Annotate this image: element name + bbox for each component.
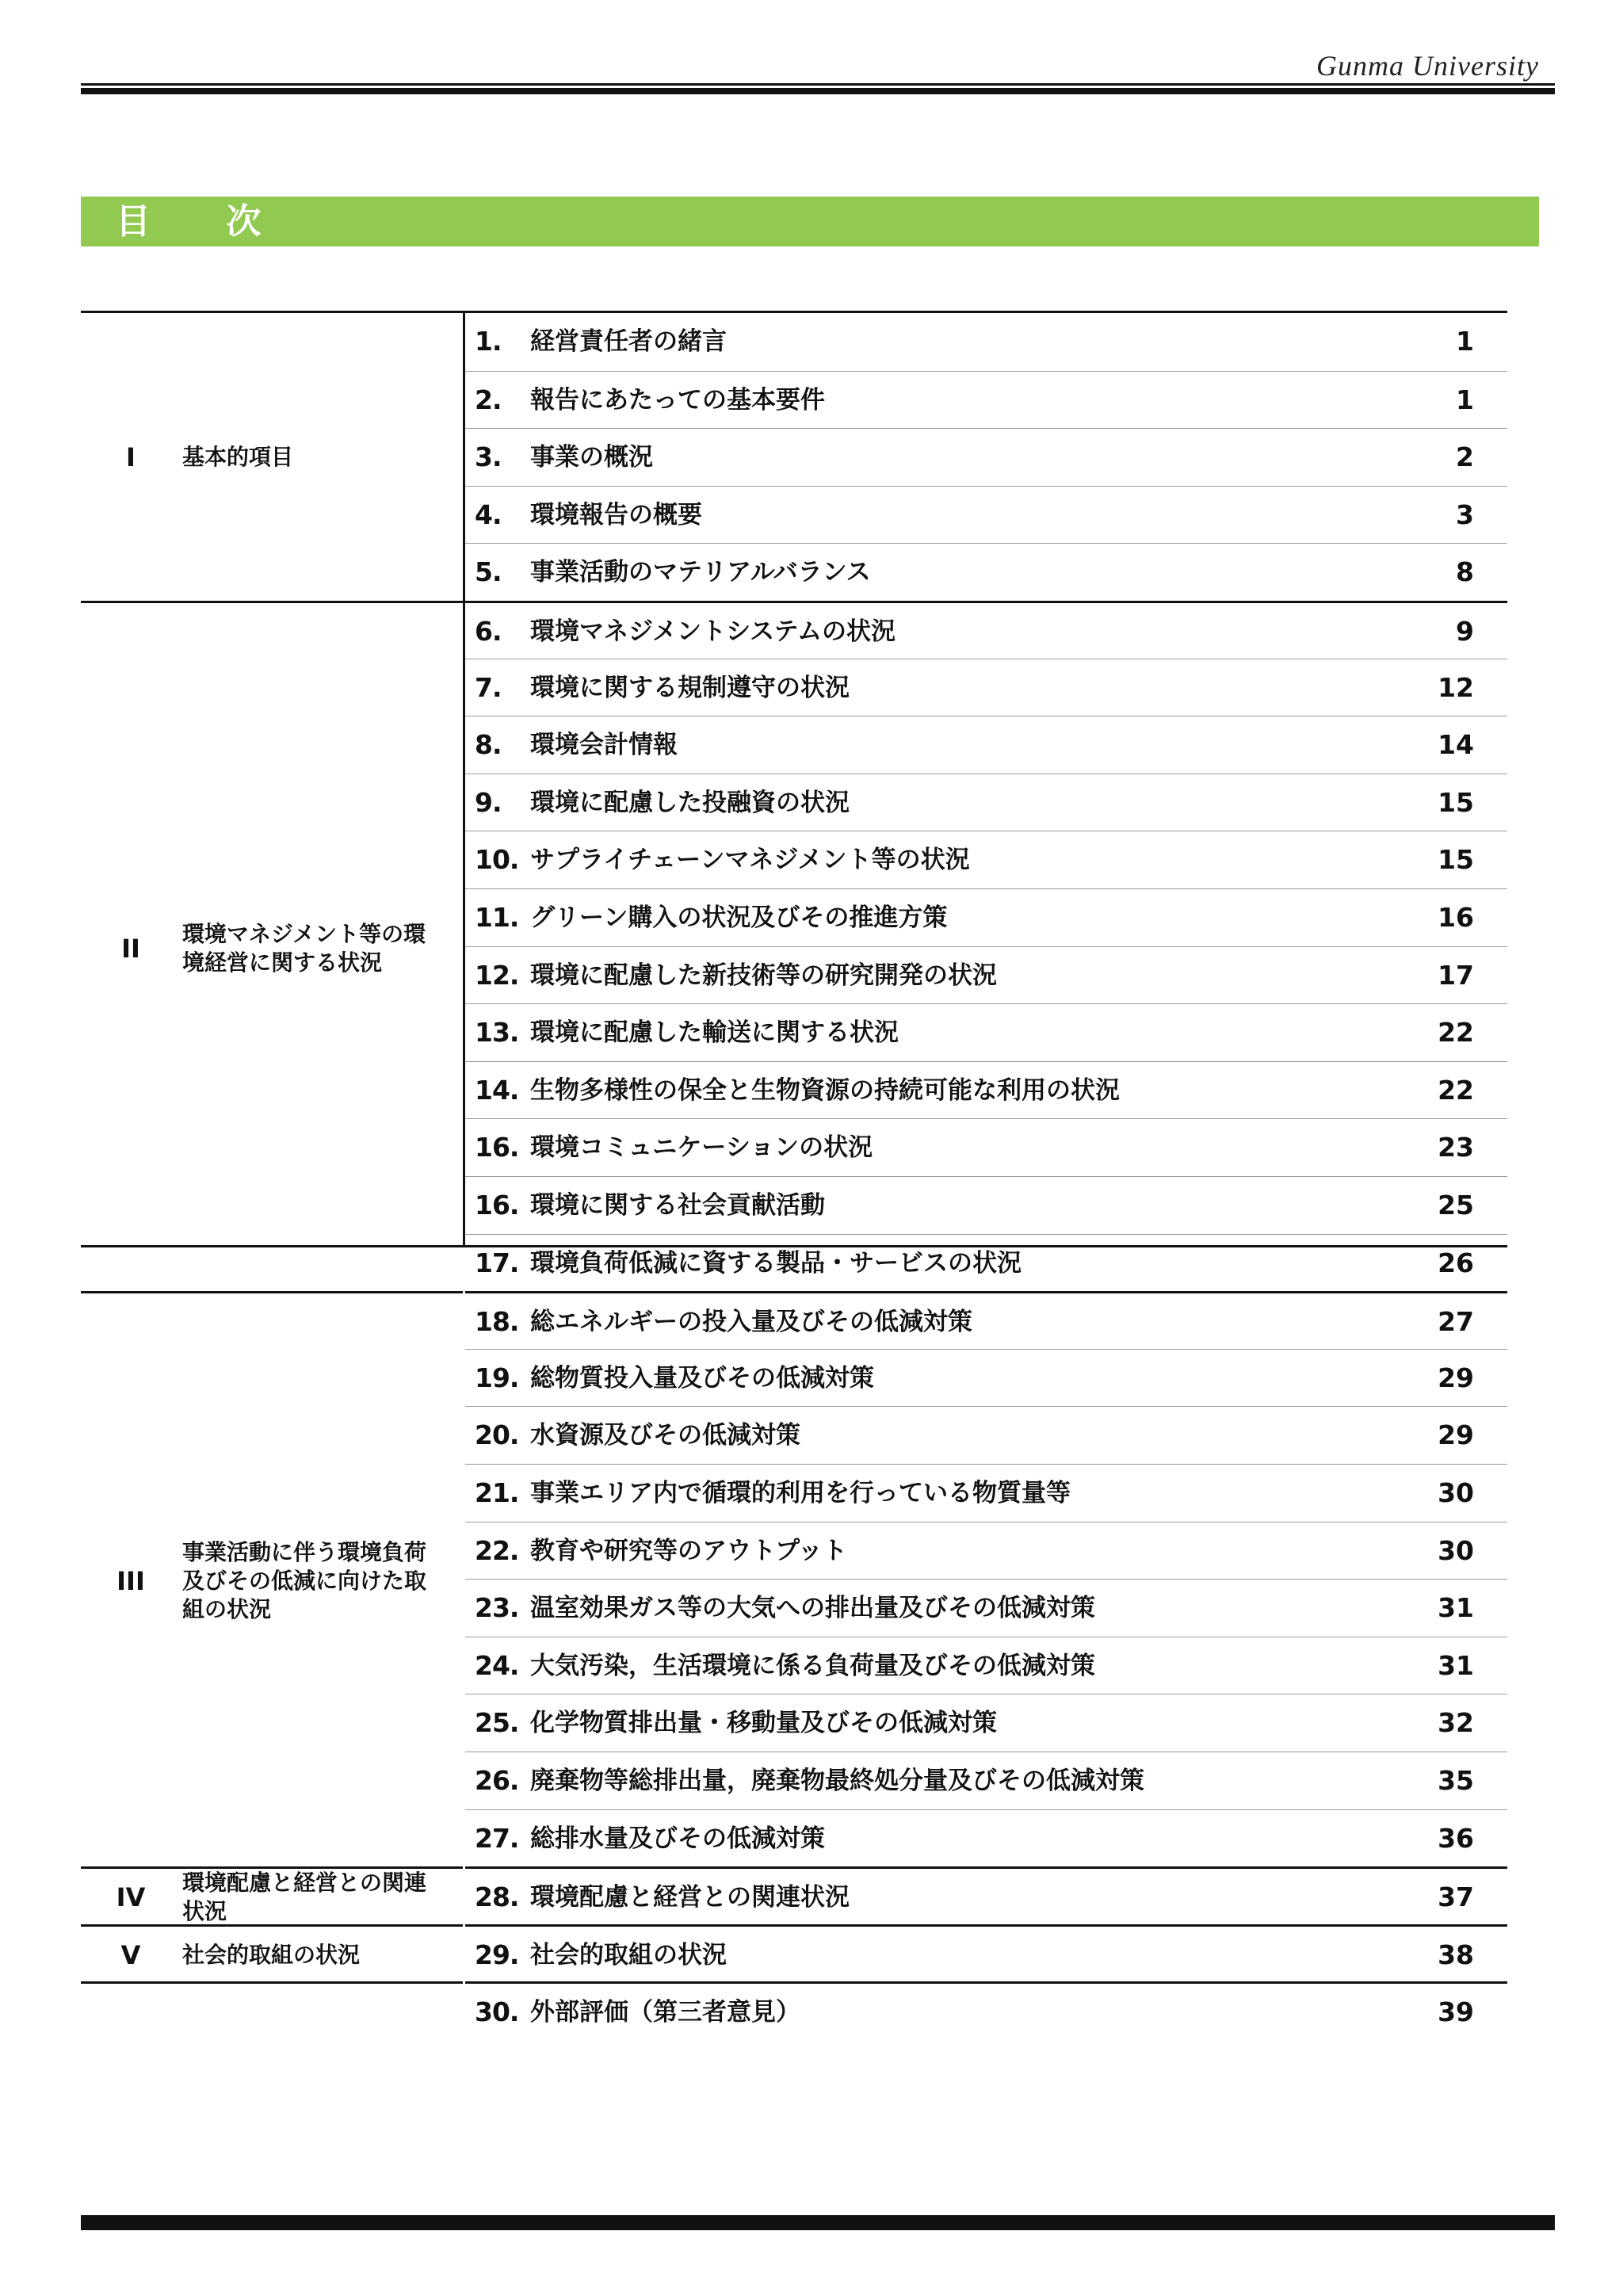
toc-section <box>81 313 463 601</box>
entry-page-number: 25 <box>1438 1190 1474 1221</box>
entry-title: 環境負荷低減に資する製品・サービスの状況 <box>530 1248 1022 1278</box>
entry-number: 27. <box>475 1822 519 1854</box>
entry-page-number: 2 <box>1456 441 1474 473</box>
entry-title: 水資源及びその低減対策 <box>530 1421 800 1450</box>
entry-page-number: 16 <box>1438 902 1474 933</box>
entry-page-number: 23 <box>1438 1132 1474 1163</box>
toc-entry[interactable] <box>465 1291 1507 1349</box>
entry-number: 26. <box>475 1765 519 1796</box>
entry-page-number: 27 <box>1438 1306 1474 1338</box>
entry-page-number: 22 <box>1438 1017 1474 1049</box>
entry-title: サプライチェーンマネジメント等の状況 <box>530 846 970 875</box>
entry-page-number: 3 <box>1456 499 1474 530</box>
toc-title: 目 次 <box>116 201 293 242</box>
entry-title: 総エネルギーの投入量及びその低減対策 <box>530 1308 972 1337</box>
entry-page-number: 39 <box>1438 1996 1474 2028</box>
toc-entry[interactable] <box>465 1003 1507 1061</box>
entry-title: 報告にあたっての基本要件 <box>530 385 825 415</box>
entry-title: 事業エリア内で循環的利用を行っている物質量等 <box>530 1479 1071 1507</box>
toc-entry[interactable] <box>465 1866 1507 1924</box>
entry-page-number: 15 <box>1438 844 1474 876</box>
entry-number: 17. <box>475 1247 519 1278</box>
entry-number: 3. <box>475 441 502 473</box>
entry-number: 20. <box>475 1419 519 1451</box>
toc-entry[interactable] <box>465 543 1507 601</box>
toc-entry[interactable] <box>465 601 1507 659</box>
entry-title: 環境報告の概要 <box>530 500 702 529</box>
toc-entry[interactable] <box>465 371 1507 429</box>
section-number: II <box>121 933 140 964</box>
toc-entry[interactable] <box>465 313 1507 371</box>
entry-title: 環境マネジメントシステムの状況 <box>530 617 896 646</box>
toc-entry[interactable] <box>465 1349 1507 1407</box>
toc-entry[interactable] <box>465 1924 1507 1982</box>
entry-page-number: 31 <box>1438 1592 1474 1624</box>
toc-entry[interactable] <box>465 1637 1507 1694</box>
header-brand: Gunma University <box>1316 50 1539 82</box>
entry-title: グリーン購入の状況及びその推進方策 <box>530 904 948 932</box>
toc-table <box>81 311 1507 2028</box>
entry-title: 生物多様性の保全と生物資源の持続可能な利用の状況 <box>530 1075 1120 1105</box>
section-title: 社会的取組の状況 <box>182 1942 361 1969</box>
entry-page-number: 36 <box>1438 1822 1474 1854</box>
entry-title: 総排水量及びその低減対策 <box>530 1824 825 1853</box>
header-rule-thin <box>81 83 1555 86</box>
entry-number: 6. <box>475 616 502 647</box>
toc-entry[interactable] <box>465 716 1507 774</box>
toc-entry[interactable] <box>465 1809 1507 1867</box>
entry-page-number: 9 <box>1456 616 1474 647</box>
entry-page-number: 30 <box>1438 1477 1474 1508</box>
entry-page-number: 14 <box>1438 729 1474 761</box>
toc-entry[interactable] <box>465 1406 1507 1464</box>
entry-number: 8. <box>475 729 502 761</box>
section-number: V <box>120 1940 141 1971</box>
entry-title: 環境に関する社会貢献活動 <box>530 1191 825 1220</box>
section-title: 事業活動に伴う環境負荷及びその低減に向けた取組の状況 <box>182 1539 427 1623</box>
entry-title: 大気汚染，生活環境に係る負荷量及びその低減対策 <box>530 1651 1095 1680</box>
entry-number: 1. <box>475 326 502 357</box>
section-number: I <box>126 441 136 472</box>
entry-page-number: 29 <box>1438 1419 1474 1451</box>
entry-title: 環境配慮と経営との関連状況 <box>530 1883 850 1912</box>
toc-entry[interactable] <box>465 946 1507 1004</box>
entry-number: 28. <box>475 1881 519 1913</box>
entry-page-number: 22 <box>1438 1074 1474 1106</box>
toc-entry[interactable] <box>465 1522 1507 1580</box>
toc-entry[interactable] <box>465 1579 1507 1637</box>
toc-entry[interactable] <box>465 774 1507 831</box>
entry-title: 環境会計情報 <box>530 731 678 760</box>
entry-title: 事業の概況 <box>530 443 653 472</box>
entry-page-number: 8 <box>1456 556 1474 588</box>
entry-page-number: 37 <box>1438 1881 1474 1913</box>
toc-entry[interactable] <box>465 1061 1507 1119</box>
section-number: III <box>116 1566 145 1597</box>
entry-page-number: 1 <box>1456 326 1474 357</box>
entry-number: 14. <box>475 1074 519 1106</box>
entry-page-number: 38 <box>1438 1939 1474 1970</box>
entry-number: 9. <box>475 786 502 818</box>
entry-page-number: 15 <box>1438 786 1474 818</box>
entry-number: 30. <box>475 1996 519 2028</box>
entry-page-number: 35 <box>1438 1765 1474 1796</box>
entry-title: 社会的取組の状況 <box>530 1940 727 1969</box>
entry-title: 環境に関する規制遵守の状況 <box>530 673 850 702</box>
entry-page-number: 26 <box>1438 1247 1474 1278</box>
entry-title: 温室効果ガス等の大気への排出量及びその低減対策 <box>530 1594 1095 1623</box>
entry-title: 化学物質排出量・移動量及びその低減対策 <box>530 1709 997 1738</box>
entry-page-number: 31 <box>1438 1649 1474 1681</box>
toc-section <box>81 1866 463 1927</box>
entry-page-number: 12 <box>1438 671 1474 703</box>
entry-number: 21. <box>475 1477 519 1508</box>
entry-number: 7. <box>475 671 502 703</box>
entry-title: 総物質投入量及びその低減対策 <box>530 1363 874 1392</box>
toc-section <box>81 1924 463 1985</box>
entry-number: 25. <box>475 1707 519 1739</box>
toc-entry[interactable] <box>465 428 1507 486</box>
section-title: 基本的項目 <box>182 443 294 470</box>
entry-number: 18. <box>475 1306 519 1338</box>
entry-number: 13. <box>475 1017 519 1049</box>
toc-entry[interactable] <box>465 659 1507 716</box>
entry-title: 教育や研究等のアウトプット <box>530 1536 847 1565</box>
entry-number: 12. <box>475 959 519 991</box>
entry-page-number: 29 <box>1438 1362 1474 1393</box>
entry-number: 2. <box>475 384 502 415</box>
entry-title: 環境に配慮した新技術等の研究開発の状況 <box>530 961 997 990</box>
entry-number: 16. <box>475 1190 519 1221</box>
entry-title: 環境に配慮した投融資の状況 <box>530 788 850 817</box>
entry-page-number: 17 <box>1438 959 1474 991</box>
entry-title: 経営責任者の緒言 <box>530 327 727 356</box>
entry-number: 5. <box>475 556 502 588</box>
toc-entry[interactable] <box>465 1234 1507 1292</box>
header-rule-thick <box>81 88 1555 94</box>
entry-number: 22. <box>475 1534 519 1566</box>
toc-entry[interactable] <box>465 1752 1507 1809</box>
toc-section <box>81 1291 463 1869</box>
toc-title-bar <box>81 197 1539 246</box>
entry-title: 廃棄物等総排出量，廃棄物最終処分量及びその低減対策 <box>530 1767 1144 1795</box>
footer-rule <box>81 2215 1555 2230</box>
entry-title: 環境に配慮した輸送に関する状況 <box>530 1018 899 1048</box>
entry-number: 23. <box>475 1592 519 1624</box>
toc-entry[interactable] <box>465 1464 1507 1522</box>
toc-entry[interactable] <box>465 1694 1507 1752</box>
section-number: IV <box>116 1882 146 1913</box>
toc-entry[interactable] <box>465 486 1507 544</box>
entry-number: 24. <box>475 1649 519 1681</box>
entry-number: 19. <box>475 1362 519 1393</box>
toc-entry[interactable] <box>465 888 1507 946</box>
entry-page-number: 1 <box>1456 384 1474 415</box>
toc-entry[interactable] <box>465 1176 1507 1234</box>
entry-number: 10. <box>475 844 519 876</box>
section-title: 環境配慮と経営との関連状況 <box>182 1870 427 1925</box>
toc-section <box>81 601 463 1293</box>
entry-number: 4. <box>475 499 502 530</box>
toc-entry[interactable] <box>465 1118 1507 1176</box>
entry-title: 外部評価（第三者意見） <box>530 1998 800 2027</box>
entry-number: 11. <box>475 902 519 933</box>
section-title: 環境マネジメント等の環境経営に関する状況 <box>182 920 426 976</box>
toc-entry[interactable] <box>465 1981 1507 2039</box>
entry-page-number: 32 <box>1438 1707 1474 1739</box>
entry-page-number: 30 <box>1438 1534 1474 1566</box>
entry-title: 環境コミュニケーションの状況 <box>530 1133 873 1163</box>
toc-entry[interactable] <box>465 831 1507 888</box>
entry-number: 29. <box>475 1939 519 1970</box>
entry-title: 事業活動のマテリアルバランス <box>530 558 871 587</box>
toc-section <box>81 1981 463 2042</box>
entry-number: 16. <box>475 1132 519 1163</box>
